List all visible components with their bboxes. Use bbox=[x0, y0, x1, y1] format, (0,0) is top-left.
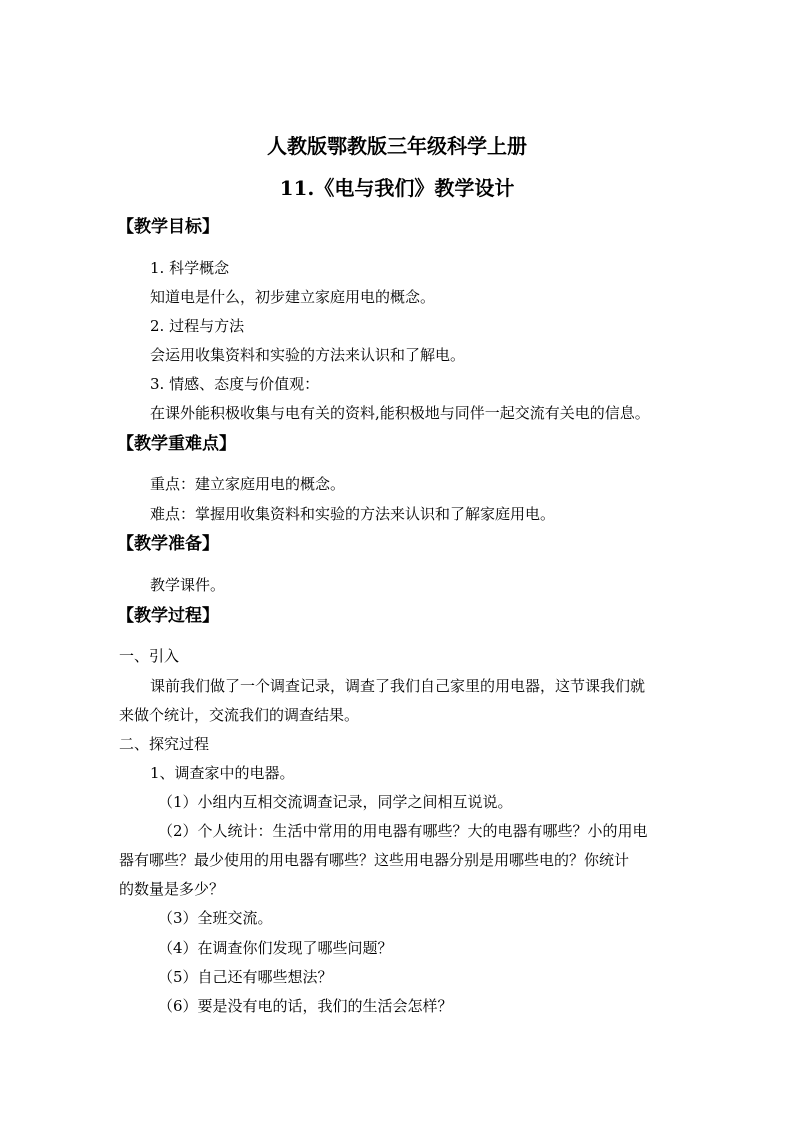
document-subtitle: 11.《电与我们》教学设计 bbox=[279, 176, 515, 200]
process-line: （2）个人统计：生活中常用的用电器有哪些？大的电器有哪些？小的用电 bbox=[158, 822, 648, 840]
goals-line: 会运用收集资料和实验的方法来认识和了解电。 bbox=[150, 346, 466, 364]
goals-line: 知道电是什么，初步建立家庭用电的概念。 bbox=[150, 288, 436, 306]
preparation-line: 教学课件。 bbox=[150, 576, 226, 594]
process-line: （5）自己还有哪些想法？ bbox=[158, 968, 333, 986]
goals-line: 在课外能积极收集与电有关的资料,能积极地与同伴一起交流有关电的信息。 bbox=[150, 404, 650, 422]
section-heading-process: 【教学过程】 bbox=[117, 606, 219, 626]
process-line: 课前我们做了一个调查记录，调查了我们自己家里的用电器，这节课我们就 bbox=[150, 677, 646, 695]
key-points-line: 难点：掌握用收集资料和实验的方法来认识和了解家庭用电。 bbox=[150, 505, 556, 523]
process-line: （6）要是没有电的话，我们的生活会怎样？ bbox=[158, 997, 453, 1015]
section-heading-preparation: 【教学准备】 bbox=[117, 534, 219, 554]
document-title: 人教版鄂教版三年级科学上册 bbox=[267, 134, 527, 158]
goals-line: 1. 科学概念 bbox=[150, 259, 230, 277]
goals-line: 2. 过程与方法 bbox=[150, 317, 245, 335]
section-heading-key-points: 【教学重难点】 bbox=[117, 434, 236, 454]
goals-line: 3. 情感、态度与价值观： bbox=[150, 375, 320, 393]
process-line: 二、探究过程 bbox=[119, 735, 210, 753]
process-line: 的数量是多少？ bbox=[119, 880, 225, 898]
process-line: 来做个统计，交流我们的调查结果。 bbox=[119, 706, 360, 724]
process-line: 一、引入 bbox=[119, 647, 180, 665]
process-line: 1、调查家中的电器。 bbox=[150, 764, 295, 782]
process-line: （3）全班交流。 bbox=[158, 909, 273, 927]
process-line: 器有哪些？最少使用的用电器有哪些？这些用电器分别是用哪些电的？你统计 bbox=[119, 851, 630, 869]
key-points-line: 重点：建立家庭用电的概念。 bbox=[150, 475, 346, 493]
section-heading-goals: 【教学目标】 bbox=[117, 217, 219, 237]
process-line: （1）小组内互相交流调查记录，同学之间相互说说。 bbox=[158, 793, 513, 811]
process-line: （4）在调查你们发现了哪些问题？ bbox=[158, 939, 393, 957]
